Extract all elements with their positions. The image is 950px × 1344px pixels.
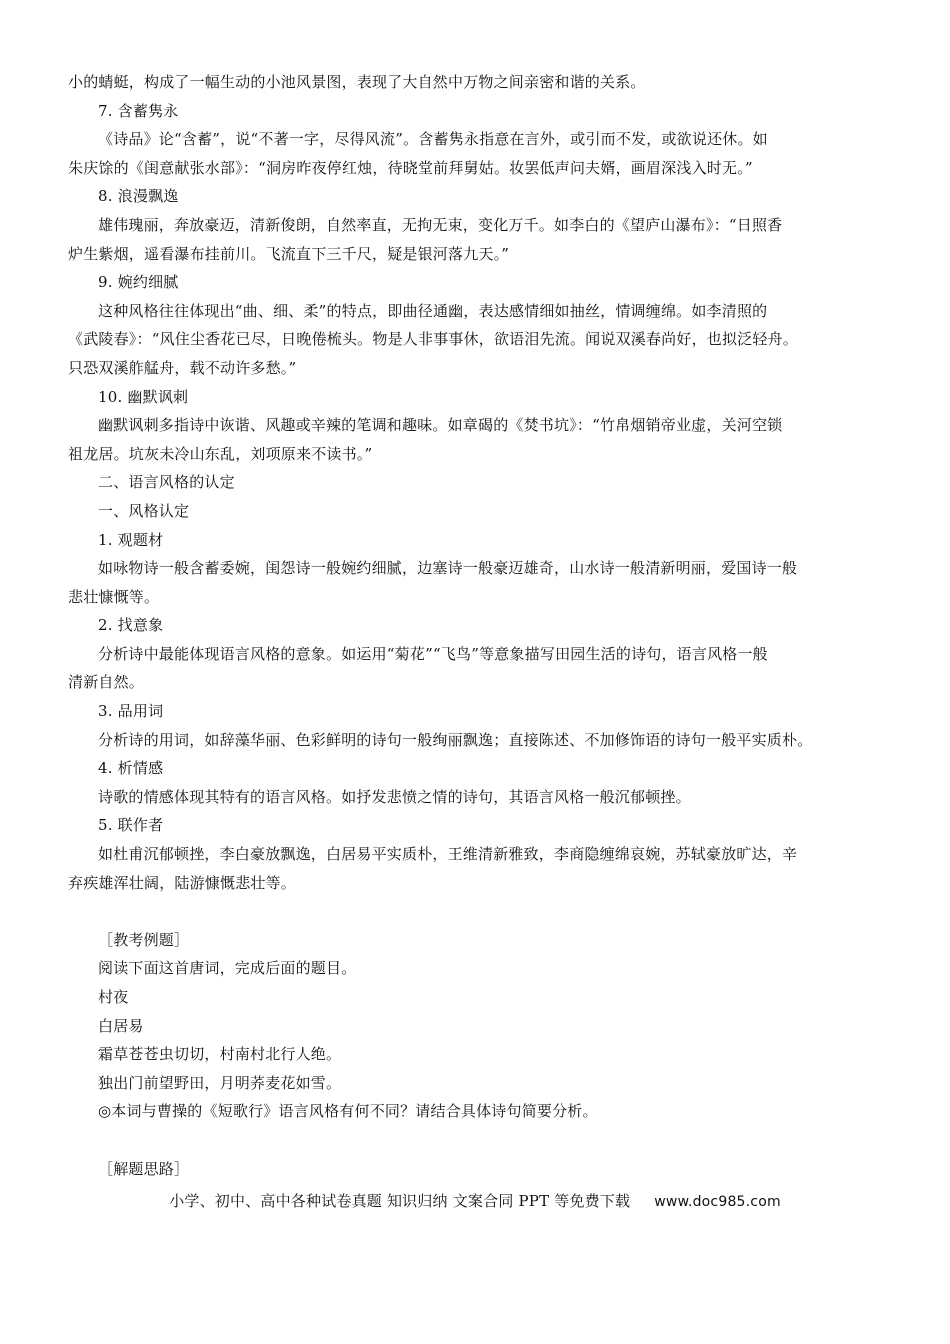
text-line: 朱庆馀的《闺意献张水部》：“洞房昨夜停红烛，待晓堂前拜舅姑。妆罢低声问夫婿，画眉深浅入时无。” bbox=[68, 158, 753, 177]
section-heading: 8. 浪漫飘逸 bbox=[98, 187, 179, 206]
text-line: 分析诗的用词，如辞藻华丽、色彩鲜明的诗句一般绚丽飘逸；直接陈述、不加修饰语的诗句一般平实质朴。 bbox=[98, 730, 813, 749]
text-line: 如咏物诗一般含蓄委婉，闺怨诗一般婉约细腻，边塞诗一般豪迈雄奇，山水诗一般清新明丽，爱国诗一般 bbox=[98, 559, 798, 578]
blank-line bbox=[68, 897, 883, 926]
section-heading: 5. 联作者 bbox=[98, 816, 164, 835]
document-body bbox=[68, 68, 883, 1183]
page-footer bbox=[0, 1190, 950, 1211]
text-line: 分析诗中最能体现语言风格的意象。如运用“菊花”“飞鸟”等意象描写田园生活的诗句，语言风格一般 bbox=[98, 644, 768, 663]
section-heading: 一、风格认定 bbox=[98, 501, 190, 520]
section-heading: 2. 找意象 bbox=[98, 616, 164, 635]
section-heading: 3. 品用词 bbox=[98, 702, 164, 721]
section-heading: 4. 析情感 bbox=[98, 759, 164, 778]
text-line: 悲壮慷慨等。 bbox=[68, 587, 160, 606]
section-heading: 9. 婉约细腻 bbox=[98, 273, 179, 292]
section-heading: 二、语言风格的认定 bbox=[98, 473, 235, 492]
example-heading: ［教考例题］ bbox=[98, 930, 190, 949]
text-line: 诗歌的情感体现其特有的语言风格。如抒发悲愤之情的诗句，其语言风格一般沉郁顿挫。 bbox=[98, 787, 691, 806]
text-line: 雄伟瑰丽，奔放豪迈，清新俊朗，自然率直，无拘无束，变化万千。如李白的《望庐山瀑布》：“日照香 bbox=[98, 215, 783, 234]
text-line: 祖龙居。坑灰未冷山东乱，刘项原来不读书。” bbox=[68, 444, 373, 463]
poem-title: 村夜 bbox=[98, 988, 129, 1006]
text-line: 弃疾雄浑壮阔，陆游慷慨悲壮等。 bbox=[68, 873, 297, 892]
text-line: 清新自然。 bbox=[68, 673, 145, 692]
section-heading: 1. 观题材 bbox=[98, 530, 164, 549]
poem-line: 独出门前望野田，月明荞麦花如雪。 bbox=[98, 1073, 342, 1092]
text-line: 炉生紫烟，遥看瀑布挂前川。飞流直下三千尺，疑是银河落九天。” bbox=[68, 244, 510, 263]
poem-line: 霜草苍苍虫切切，村南村北行人绝。 bbox=[98, 1045, 342, 1064]
poem-author: 白居易 bbox=[98, 1016, 144, 1035]
question-line: ◎本词与曹操的《短歌行》语言风格有何不同？请结合具体诗句简要分析。 bbox=[98, 1102, 598, 1121]
blank-line bbox=[68, 1126, 883, 1155]
footer-text: 小学、初中、高中各种试卷真题 知识归纳 文案合同 PPT 等免费下载 bbox=[169, 1192, 631, 1210]
section-heading: 7. 含蓄隽永 bbox=[98, 101, 179, 120]
solution-heading: ［解题思路］ bbox=[98, 1159, 190, 1178]
footer-url: www.doc985.com bbox=[654, 1194, 781, 1210]
text-line: 这种风格往往体现出“曲、细、柔”的特点，即曲径通幽，表达感情细如抽丝，情调缠绵。如李清照的 bbox=[98, 301, 768, 320]
text-line: 只恐双溪舴艋舟，载不动许多愁。” bbox=[68, 358, 297, 377]
text-line: 《诗品》论“含蓄”，说“不著一字，尽得风流”。含蓄隽永指意在言外，或引而不发，或欲说还休。如 bbox=[98, 130, 768, 149]
text-line: 幽默讽刺多指诗中诙谐、风趣或辛辣的笔调和趣味。如章碣的《焚书坑》：“竹帛烟销帝业虚，关河空锁 bbox=[98, 416, 783, 435]
text-line: 小的蜻蜓，构成了一幅生动的小池风景图，表现了大自然中万物之间亲密和谐的关系。 bbox=[68, 73, 646, 91]
text-line: 《武陵春》：“风住尘香花已尽，日晚倦梳头。物是人非事事休，欲语泪先流。闻说双溪春尚好，也拟泛轻舟。 bbox=[68, 330, 798, 349]
section-heading: 10. 幽默讽刺 bbox=[98, 387, 189, 406]
text-line: 阅读下面这首唐词，完成后面的题目。 bbox=[98, 959, 357, 978]
text-line: 如杜甫沉郁顿挫，李白豪放飘逸，白居易平实质朴，王维清新雅致，李商隐缠绵哀婉，苏轼豪放旷达，辛 bbox=[98, 845, 798, 864]
